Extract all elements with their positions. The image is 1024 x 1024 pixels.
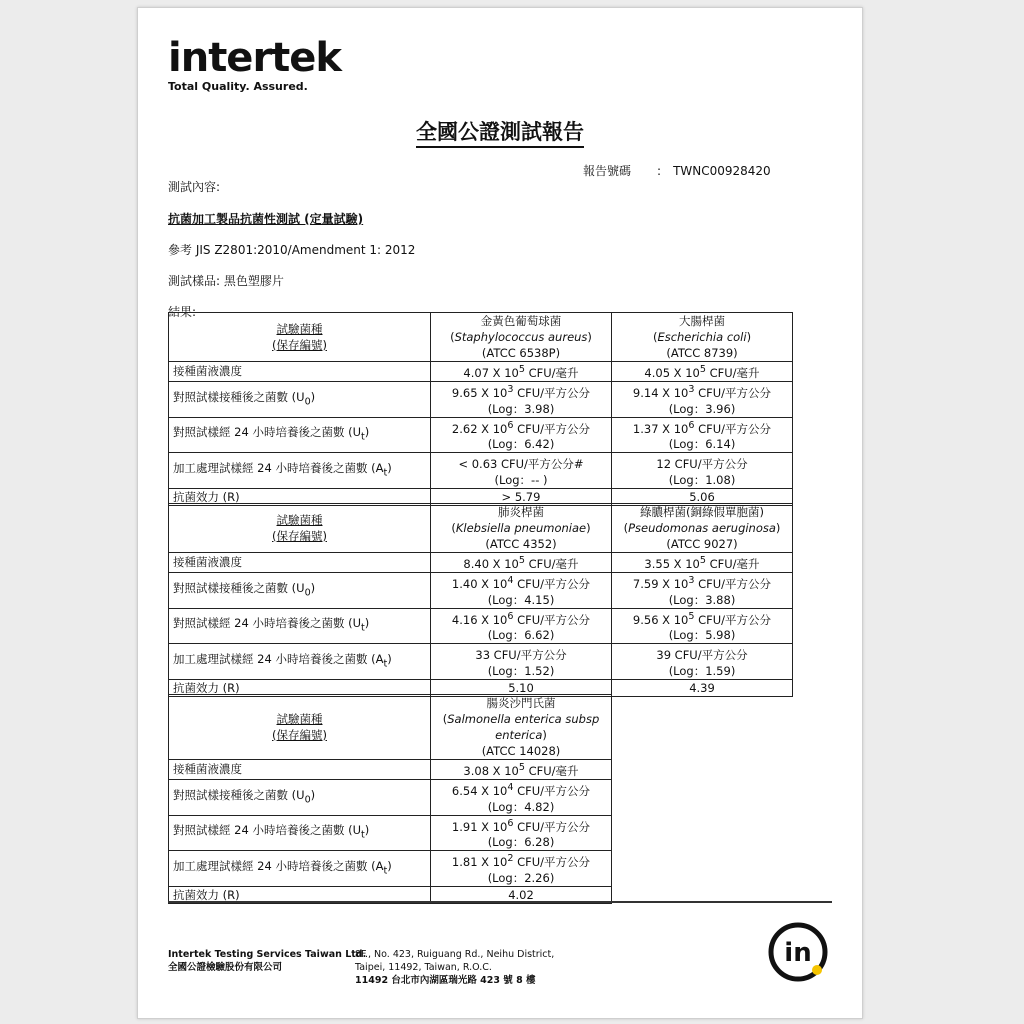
address-line-3: 11492 台北市內湖區瑞光路 423 號 8 樓 xyxy=(355,975,536,986)
control-24h-value xyxy=(431,815,612,851)
treated-24h-label-text: 加工處理試樣經 24 小時培養後之菌數 (A xyxy=(173,461,384,476)
count-value xyxy=(616,382,788,401)
test-content-label: 測試內容: xyxy=(168,180,221,194)
company-name-cn: 全國公證檢驗股份有限公司 xyxy=(168,962,283,973)
organism-latin-text: Klebsiella pneumoniae xyxy=(455,521,587,535)
table-row xyxy=(169,851,612,887)
value-base: 1.40 X 10 xyxy=(451,576,508,591)
treated-24h-label-close: ) xyxy=(387,859,392,874)
value-unit: CFU/平方公分 xyxy=(513,576,591,591)
in-logo-icon xyxy=(766,920,830,984)
value-exponent: 5 xyxy=(518,555,525,566)
value-base: 33 CFU/平方公分 xyxy=(475,648,567,663)
control-initial-label-sub: 0 xyxy=(304,793,311,805)
log-value: (Log：3.96) xyxy=(668,401,736,416)
organism-latin-name: (Klebsiella pneumoniae) xyxy=(451,521,591,535)
value-exponent: 5 xyxy=(518,364,525,375)
strain-number-label: (保存編號) xyxy=(272,338,327,352)
address-line-2: Taipei, 11492, Taiwan, R.O.C. xyxy=(355,962,492,973)
strain-header-cell xyxy=(169,313,431,362)
control-24h-value xyxy=(612,608,793,644)
control-initial-value xyxy=(431,572,612,608)
count-value xyxy=(616,609,788,628)
strain-label: 試驗菌種 xyxy=(276,322,323,336)
inoculum-value xyxy=(612,553,793,573)
organism-latin-name: (Staphylococcus aureus) xyxy=(450,330,592,344)
count-value xyxy=(616,453,788,472)
value-base: 4.05 X 10 xyxy=(644,365,700,380)
count-value xyxy=(616,644,788,663)
table-header-row xyxy=(169,504,793,553)
log-value: (Log：1.59) xyxy=(668,664,736,679)
value-exponent: 3 xyxy=(688,383,695,395)
treated-24h-label xyxy=(169,851,431,887)
value-unit: CFU/平方公分 xyxy=(694,612,772,627)
table-row xyxy=(169,453,793,489)
value-unit: CFU/毫升 xyxy=(705,365,760,380)
table-header-row xyxy=(169,313,793,362)
control-24h-label-sub: t xyxy=(361,829,365,841)
value-unit: CFU/平方公分 xyxy=(694,421,772,436)
treated-24h-label xyxy=(169,644,431,680)
value-exponent: 2 xyxy=(507,853,514,865)
value-exponent: 6 xyxy=(507,419,514,431)
organism-latin-text: Salmonella enterica subsp enterica xyxy=(447,712,600,742)
table-header-row xyxy=(169,695,612,760)
treated-24h-label-close: ) xyxy=(387,461,392,476)
control-initial-label xyxy=(169,572,431,608)
control-24h-label-close: ) xyxy=(364,823,370,838)
log-value: (Log：6.28) xyxy=(487,835,555,850)
organism-header-cell xyxy=(612,313,793,362)
strain-header-cell xyxy=(169,695,431,760)
count-value xyxy=(435,644,607,663)
treated-24h-label-sub: t xyxy=(383,467,388,479)
footer-company xyxy=(168,948,366,974)
log-value: (Log：4.15) xyxy=(487,592,555,607)
treated-24h-value xyxy=(612,644,793,680)
value-unit: CFU/毫升 xyxy=(524,556,579,571)
treated-24h-value xyxy=(431,644,612,680)
logo-accent-dot xyxy=(812,965,822,975)
control-initial-value xyxy=(431,779,612,815)
control-initial-label-text: 對照試樣接種後之菌數 (U xyxy=(173,580,305,595)
organism-name-cn: 肺炎桿菌 xyxy=(498,505,544,519)
strain-number-label: (保存編號) xyxy=(272,728,327,742)
log-value: (Log：6.62) xyxy=(487,628,555,643)
count-value xyxy=(616,418,788,437)
control-24h-label xyxy=(169,417,431,453)
value-unit: CFU/平方公分 xyxy=(694,576,772,591)
count-value xyxy=(435,816,607,835)
value-base: 9.14 X 10 xyxy=(632,385,689,400)
table-row xyxy=(169,760,612,780)
inoculum-value xyxy=(431,760,612,780)
count-value xyxy=(435,382,607,401)
count-value xyxy=(435,780,607,799)
value-unit: CFU/平方公分 xyxy=(513,385,591,400)
antibacterial-activity-value: 5.06 xyxy=(612,489,793,506)
value-base: 1.91 X 10 xyxy=(451,819,508,834)
intertek-in-logo xyxy=(766,920,830,988)
antibacterial-activity-value: > 5.79 xyxy=(431,489,612,506)
control-24h-label-text: 對照試樣經 24 小時培養後之菌數 (U xyxy=(173,823,362,838)
organism-atcc: (ATCC 9027) xyxy=(666,537,738,551)
control-24h-value xyxy=(612,417,793,453)
company-name-en: Intertek Testing Services Taiwan Ltd. xyxy=(168,949,367,960)
strain-label: 試驗菌種 xyxy=(276,513,323,527)
results-table xyxy=(168,312,793,506)
inoculum-value xyxy=(612,362,793,382)
organism-name-cn: 綠膿桿菌(銅綠假單胞菌) xyxy=(640,505,764,519)
value-exponent: 6 xyxy=(507,610,514,622)
inoculum-value xyxy=(431,553,612,573)
organism-latin-name: (Pseudomonas aeruginosa) xyxy=(623,521,781,535)
report-number-value: TWNC00928420 xyxy=(673,164,771,178)
log-value: (Log：4.82) xyxy=(487,799,555,814)
value-unit: CFU/平方公分 xyxy=(513,783,591,798)
table-row xyxy=(169,417,793,453)
control-24h-label-close: ) xyxy=(364,425,370,440)
treated-24h-value xyxy=(431,453,612,489)
inoculum-label: 接種菌液濃度 xyxy=(169,553,431,573)
organism-latin-text: Pseudomonas aeruginosa xyxy=(628,521,776,535)
address-line-1: 8F., No. 423, Ruiguang Rd., Neihu District, xyxy=(355,949,555,960)
organism-atcc: (ATCC 14028) xyxy=(481,744,561,758)
organism-latin-name: (Escherichia coli) xyxy=(652,330,752,344)
antibacterial-activity-label: 抗菌效力 (R) xyxy=(169,680,431,697)
inoculum-label: 接種菌液濃度 xyxy=(169,362,431,382)
control-24h-value xyxy=(431,417,612,453)
control-initial-label-close: ) xyxy=(310,580,316,595)
antibacterial-activity-value: 4.39 xyxy=(612,680,793,697)
organism-name-cn: 金黃色葡萄球菌 xyxy=(480,314,562,328)
value-unit: CFU/平方公分 xyxy=(513,421,591,436)
value-unit: CFU/平方公分 xyxy=(694,385,772,400)
table-row xyxy=(169,362,793,382)
value-exponent: 3 xyxy=(688,574,695,586)
log-value: (Log：1.52) xyxy=(487,664,555,679)
value-base: 3.55 X 10 xyxy=(644,556,700,571)
antibacterial-activity-value: 5.10 xyxy=(431,680,612,697)
control-initial-label-close: ) xyxy=(310,389,316,404)
count-value xyxy=(435,851,607,870)
test-name: 抗菌加工製品抗菌性測試 (定量試驗) xyxy=(168,212,364,226)
value-base: 9.65 X 10 xyxy=(451,385,508,400)
value-base: < 0.63 CFU/平方公分# xyxy=(458,457,584,472)
treated-24h-label-close: ) xyxy=(387,652,392,667)
report-page xyxy=(137,7,863,1019)
organism-latin-text: Escherichia coli xyxy=(657,330,747,344)
report-number: 報告號碼 : TWNC00928420 xyxy=(583,164,771,178)
antibacterial-activity-value: 4.02 xyxy=(431,887,612,904)
organism-header-cell xyxy=(431,695,612,760)
organism-name-cn: 腸炎沙門氏菌 xyxy=(486,696,556,710)
control-initial-label xyxy=(169,779,431,815)
control-24h-label-sub: t xyxy=(361,431,365,443)
inoculum-value xyxy=(431,362,612,382)
control-initial-label xyxy=(169,381,431,417)
value-exponent: 6 xyxy=(507,817,514,829)
table-row xyxy=(169,779,612,815)
value-exponent: 6 xyxy=(688,419,695,431)
control-initial-value xyxy=(612,572,793,608)
logo-text: in xyxy=(784,938,812,968)
organism-header-cell xyxy=(612,504,793,553)
value-base: 9.56 X 10 xyxy=(632,612,689,627)
organism-atcc: (ATCC 6538P) xyxy=(481,346,561,360)
value-exponent: 5 xyxy=(699,364,706,375)
value-base: 7.59 X 10 xyxy=(632,576,689,591)
control-initial-value xyxy=(612,381,793,417)
value-exponent: 5 xyxy=(699,555,706,566)
test-sample: 測試樣品: 黑色塑膠片 xyxy=(168,274,284,288)
table-row xyxy=(169,381,793,417)
count-value xyxy=(435,453,607,472)
value-base: 2.62 X 10 xyxy=(451,421,508,436)
results-table xyxy=(168,694,612,904)
log-value: (Log：5.98) xyxy=(668,628,736,643)
control-24h-label xyxy=(169,815,431,851)
organism-header-cell xyxy=(431,504,612,553)
value-exponent: 5 xyxy=(518,762,525,773)
log-value: (Log：1.08) xyxy=(668,473,736,488)
count-value xyxy=(435,609,607,628)
value-unit: CFU/平方公分 xyxy=(513,819,591,834)
value-base: 6.54 X 10 xyxy=(451,783,508,798)
value-exponent: 4 xyxy=(507,781,514,793)
log-value: (Log：3.88) xyxy=(668,592,736,607)
footer-divider xyxy=(168,901,832,903)
value-exponent: 4 xyxy=(507,574,514,586)
value-unit: CFU/毫升 xyxy=(524,763,579,778)
treated-24h-label xyxy=(169,453,431,489)
treated-24h-label-sub: t xyxy=(383,658,388,670)
treated-24h-value xyxy=(431,851,612,887)
strain-header-cell xyxy=(169,504,431,553)
value-base: 4.07 X 10 xyxy=(463,365,519,380)
treated-24h-label-text: 加工處理試樣經 24 小時培養後之菌數 (A xyxy=(173,652,384,667)
organism-latin-name: (Salmonella enterica subsp enterica) xyxy=(442,712,600,742)
strain-label: 試驗菌種 xyxy=(276,712,323,726)
value-unit: CFU/平方公分 xyxy=(513,612,591,627)
organism-latin-text: Staphylococcus aureus xyxy=(454,330,588,344)
organism-header-cell xyxy=(431,313,612,362)
value-unit: CFU/毫升 xyxy=(705,556,760,571)
log-value: (Log：3.98) xyxy=(487,401,555,416)
control-24h-value xyxy=(431,608,612,644)
control-initial-label-text: 對照試樣接種後之菌數 (U xyxy=(173,389,305,404)
footer-address xyxy=(355,948,554,987)
intertek-logo xyxy=(168,35,342,93)
control-initial-label-sub: 0 xyxy=(304,395,311,407)
table-row xyxy=(169,553,793,573)
treated-24h-label-sub: t xyxy=(383,865,388,877)
reference-standard: 參考 JIS Z2801:2010/Amendment 1: 2012 xyxy=(168,243,416,257)
control-24h-label-sub: t xyxy=(361,622,365,634)
treated-24h-value xyxy=(612,453,793,489)
results-table xyxy=(168,503,793,697)
table-row xyxy=(169,644,793,680)
report-title: 全國公證測試報告 xyxy=(138,116,862,146)
organism-atcc: (ATCC 8739) xyxy=(666,346,738,360)
control-24h-label-close: ) xyxy=(364,616,370,631)
value-base: 12 CFU/平方公分 xyxy=(656,457,748,472)
value-base: 39 CFU/平方公分 xyxy=(656,648,748,663)
organism-name-cn: 大腸桿菌 xyxy=(679,314,725,328)
control-initial-label-text: 對照試樣接種後之菌數 (U xyxy=(173,787,305,802)
antibacterial-activity-label: 抗菌效力 (R) xyxy=(169,887,431,904)
log-value: (Log：-- ) xyxy=(494,473,548,488)
brand-tagline: Total Quality. Assured. xyxy=(168,80,308,93)
value-exponent: 3 xyxy=(507,383,514,395)
value-unit: CFU/平方公分 xyxy=(513,855,591,870)
table-row xyxy=(169,815,612,851)
table-row xyxy=(169,608,793,644)
count-value xyxy=(616,573,788,592)
count-value xyxy=(435,418,607,437)
value-base: 4.16 X 10 xyxy=(451,612,508,627)
control-initial-value xyxy=(431,381,612,417)
value-exponent: 5 xyxy=(688,610,695,622)
control-24h-label xyxy=(169,608,431,644)
organism-atcc: (ATCC 4352) xyxy=(485,537,557,551)
count-value xyxy=(435,573,607,592)
table-row xyxy=(169,572,793,608)
value-base: 8.40 X 10 xyxy=(463,556,519,571)
value-base: 1.81 X 10 xyxy=(451,855,508,870)
control-initial-label-close: ) xyxy=(310,787,316,802)
log-value: (Log：6.42) xyxy=(487,437,555,452)
value-base: 3.08 X 10 xyxy=(463,763,519,778)
log-value: (Log：6.14) xyxy=(668,437,736,452)
strain-number-label: (保存編號) xyxy=(272,529,327,543)
antibacterial-activity-label: 抗菌效力 (R) xyxy=(169,489,431,506)
control-24h-label-text: 對照試樣經 24 小時培養後之菌數 (U xyxy=(173,425,362,440)
treated-24h-label-text: 加工處理試樣經 24 小時培養後之菌數 (A xyxy=(173,859,384,874)
log-value: (Log：2.26) xyxy=(487,871,555,886)
brand-wordmark: intertek xyxy=(168,35,342,81)
value-unit: CFU/毫升 xyxy=(524,365,579,380)
value-base: 1.37 X 10 xyxy=(632,421,689,436)
inoculum-label: 接種菌液濃度 xyxy=(169,760,431,780)
control-24h-label-text: 對照試樣經 24 小時培養後之菌數 (U xyxy=(173,616,362,631)
control-initial-label-sub: 0 xyxy=(304,586,311,598)
results-label: 結果: xyxy=(168,305,197,319)
report-number-label: 報告號碼 xyxy=(583,164,632,178)
